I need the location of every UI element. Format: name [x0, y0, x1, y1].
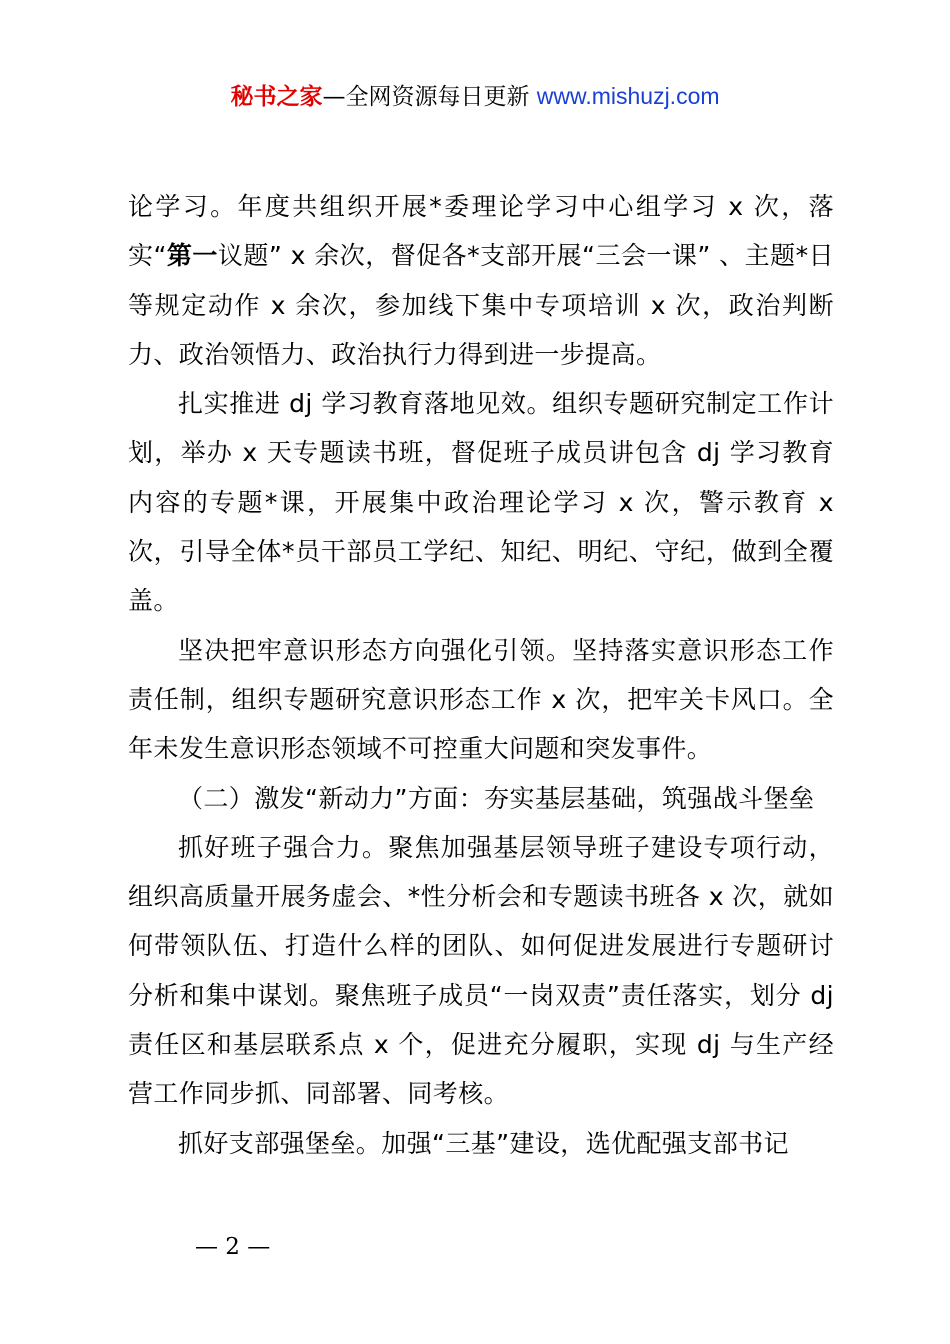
- paragraph-ideology: 坚决把牢意识形态方向强化引领。坚持落实意识形态工作责任制，组织专题研究意识形态工作 x 次，把牢关卡风口。全年未发生意识形态领域不可控重大问题和突发事件。: [128, 635, 834, 764]
- document-body: [128, 182, 834, 1168]
- site-banner: [0, 80, 950, 113]
- paragraph-branch: 抓好支部强堡垒。加强“三基”建设，选优配强支部书记: [178, 1128, 789, 1158]
- paragraph-1-text-b: 议题” x 余次，督促各*支部开展“三会一课” 、主题*日等规定动作 x 余次，参加线下集中专项培训 x 次，政治判断力、政治领悟力、政治执行力得到进一步提高。: [128, 241, 834, 369]
- page-number: — 2 —: [195, 1234, 271, 1260]
- paragraph-leadership: 抓好班子强合力。聚焦加强基层领导班子建设专项行动，组织高质量开展务虚会、*性分析会和专题读书班各 x 次，就如何带领队伍、打造什么样的团队、如何促进发展进行专题研讨分析和集中谋划。聚焦班子成员“一岗双责”责任落实，划分 dj 责任区和基层联系点 x 个，促进充分履职，实现 dj 与生产经营工作同步抓、同部署、同考核。: [128, 832, 834, 1109]
- banner-brand: 秘书之家: [230, 84, 323, 110]
- banner-tagline: —全网资源每日更新: [322, 84, 537, 110]
- section-heading: （二）激发“新动力”方面：夯实基层基础，筑强战斗堡垒: [178, 783, 815, 813]
- banner-url[interactable]: www.mishuzj.com: [536, 83, 720, 109]
- paragraph-1-text-a: 论学习。年度共组织开展*委理论学习中心组学习 x 次，落实“: [128, 192, 834, 271]
- paragraph-1-bold: 第一: [166, 241, 218, 271]
- paragraph-dj-study: 扎实推进 dj 学习教育落地见效。组织专题研究制定工作计划，举办 x 天专题读书班，督促班子成员讲包含 dj 学习教育内容的专题*课，开展集中政治理论学习 x 次，警示教育 x 次，引导全体*员干部员工学纪、知纪、明纪、守纪，做到全覆盖。: [128, 389, 834, 616]
- paragraph-continued: [128, 182, 834, 379]
